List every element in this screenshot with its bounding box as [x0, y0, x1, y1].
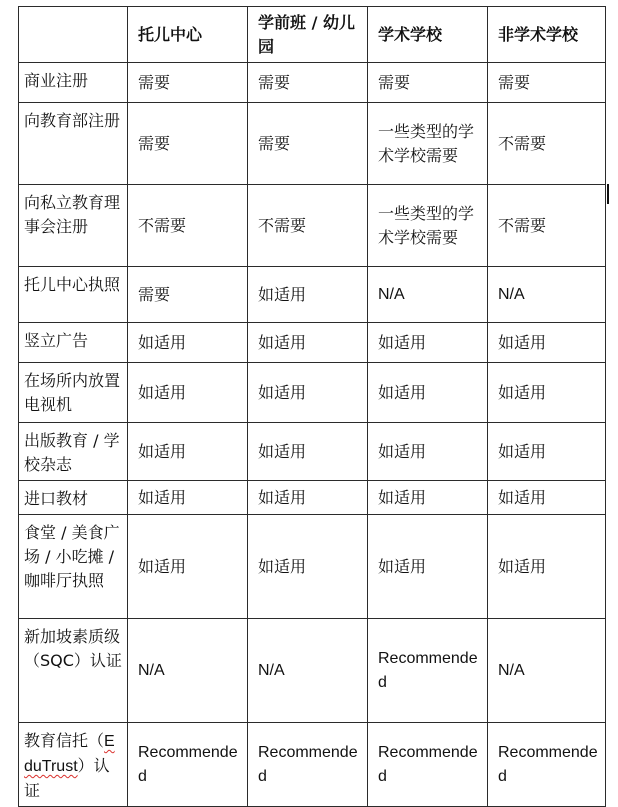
row-label-sqc-certification: 新加坡素质级 （SQC）认证	[19, 619, 128, 723]
row-label-childcare-licence: 托儿中心执照	[19, 267, 128, 323]
row-label-import-materials: 进口教材	[19, 481, 128, 515]
table-cell: 如适用	[488, 423, 606, 481]
table-cell: 如适用	[248, 423, 368, 481]
table-cell: 如适用	[488, 323, 606, 363]
table-cell: 需要	[248, 63, 368, 103]
table-cell: 如适用	[488, 363, 606, 423]
requirements-table	[18, 6, 606, 807]
table-cell: 如适用	[128, 323, 248, 363]
table-cell: 一些类型的学术学校需要	[368, 103, 488, 185]
table-cell: 如适用	[248, 267, 368, 323]
table-cell: 如适用	[368, 515, 488, 619]
table-row	[19, 723, 606, 807]
row-label-moe-registration: 向教育部注册	[19, 103, 128, 185]
table-cell: 如适用	[368, 481, 488, 515]
row-label-edutrust-certification	[19, 723, 128, 807]
table-cell: 需要	[128, 103, 248, 185]
table-cell: N/A	[128, 619, 248, 723]
table-cell: 如适用	[488, 481, 606, 515]
table-cell: 需要	[488, 63, 606, 103]
table-row	[19, 619, 606, 723]
text-cursor-mark	[607, 184, 609, 204]
table-row	[19, 63, 606, 103]
table-cell: Recommended	[248, 723, 368, 807]
table-cell: N/A	[248, 619, 368, 723]
table-cell: 如适用	[248, 515, 368, 619]
table-cell: 需要	[248, 103, 368, 185]
header-academic-school: 学术学校	[368, 7, 488, 63]
table-cell: N/A	[488, 619, 606, 723]
table-cell: 一些类型的学术学校需要	[368, 185, 488, 267]
table-cell: 如适用	[248, 481, 368, 515]
table-cell: 如适用	[248, 363, 368, 423]
table-cell: Recommended	[488, 723, 606, 807]
row-label-publish-magazine: 出版教育 / 学校杂志	[19, 423, 128, 481]
table-cell: Recommended	[368, 723, 488, 807]
row-label-television-on-premises: 在场所内放置电视机	[19, 363, 128, 423]
edutrust-label-name: EduTrust	[24, 733, 115, 775]
table-row	[19, 363, 606, 423]
table-cell: 需要	[368, 63, 488, 103]
table-cell: Recommended	[128, 723, 248, 807]
table-cell: 不需要	[128, 185, 248, 267]
header-empty-cell	[19, 7, 128, 63]
row-label-erect-signage: 竖立广告	[19, 323, 128, 363]
table-cell: 如适用	[368, 423, 488, 481]
table-row	[19, 267, 606, 323]
table-cell: N/A	[368, 267, 488, 323]
edutrust-label-prefix: 教育信托（	[24, 731, 105, 750]
table-cell: 如适用	[128, 481, 248, 515]
table-header-row	[19, 7, 606, 63]
table-cell: 如适用	[128, 423, 248, 481]
row-label-cpe-registration: 向私立教育理事会注册	[19, 185, 128, 267]
table-cell: 如适用	[128, 363, 248, 423]
table-cell: 需要	[128, 63, 248, 103]
header-non-academic-school: 非学术学校	[488, 7, 606, 63]
table-row	[19, 185, 606, 267]
table-cell: 如适用	[128, 515, 248, 619]
table-row	[19, 423, 606, 481]
table-row	[19, 515, 606, 619]
table-row	[19, 103, 606, 185]
header-childcare-centre: 托儿中心	[128, 7, 248, 63]
table-cell: 如适用	[368, 323, 488, 363]
table-cell: 不需要	[488, 185, 606, 267]
table-row	[19, 323, 606, 363]
table-cell: N/A	[488, 267, 606, 323]
table-cell: 如适用	[368, 363, 488, 423]
row-label-canteen-licence: 食堂 / 美食广场 / 小吃摊 / 咖啡厅执照	[19, 515, 128, 619]
table-cell: 不需要	[248, 185, 368, 267]
header-preschool-kindergarten: 学前班 / 幼儿园	[248, 7, 368, 63]
table-cell: 需要	[128, 267, 248, 323]
table-cell: 如适用	[248, 323, 368, 363]
table-cell: Recommended	[368, 619, 488, 723]
table-cell: 如适用	[488, 515, 606, 619]
row-label-business-registration: 商业注册	[19, 63, 128, 103]
table-row	[19, 481, 606, 515]
edutrust-label-suffix: ）认证	[24, 756, 110, 800]
table-cell: 不需要	[488, 103, 606, 185]
